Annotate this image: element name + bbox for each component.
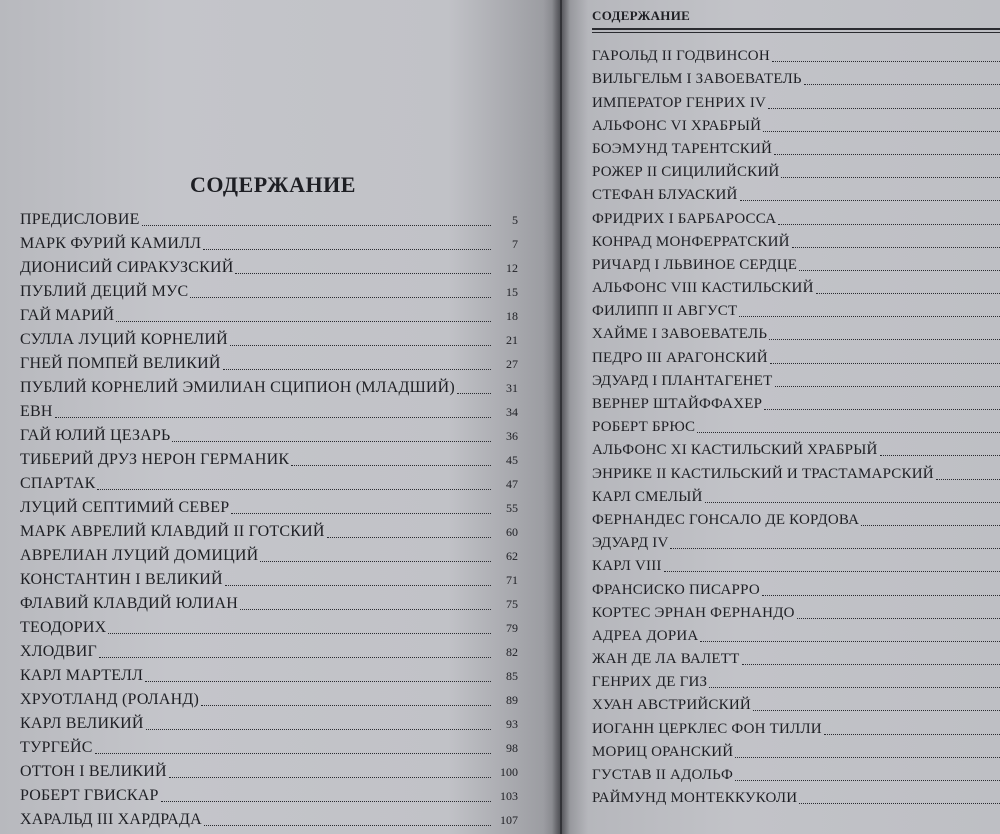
dot-leader [740, 200, 1000, 201]
toc-entry [592, 275, 1000, 298]
dot-leader [762, 595, 1000, 596]
toc-entry [20, 326, 518, 350]
toc-entry [592, 553, 1000, 576]
toc-page-number: 103 [500, 789, 518, 803]
toc-entry [20, 662, 518, 686]
toc-entry-name: ПРЕДИСЛОВИЕ [20, 211, 140, 228]
toc-page-number: 18 [506, 309, 518, 323]
toc-entry-name: АВРЕЛИАН ЛУЦИЙ ДОМИЦИЙ [20, 547, 259, 564]
toc-entry [592, 600, 1000, 623]
toc-page-number: 62 [506, 549, 518, 563]
toc-entry [592, 715, 1000, 738]
toc-entry [20, 446, 518, 470]
toc-page-number: 71 [506, 573, 518, 587]
dot-leader [778, 224, 1000, 225]
toc-page-number: 34 [506, 405, 518, 419]
toc-page-number: 89 [506, 693, 518, 707]
toc-entry-name: КАРЛ МАРТЕЛЛ [20, 667, 144, 684]
dot-leader [169, 777, 491, 778]
dot-leader [709, 687, 1000, 688]
dot-leader [739, 316, 1000, 317]
toc-entry-name: КАРЛ ВЕЛИКИЙ [20, 715, 144, 732]
toc-entry [20, 470, 518, 494]
toc-entry-name: ФИЛИПП II АВГУСТ [592, 303, 738, 320]
toc-entry [592, 391, 1000, 414]
toc-entry-name: ЭДУАРД I ПЛАНТАГЕНЕТ [592, 372, 773, 389]
toc-page-number: 15 [506, 285, 518, 299]
dot-leader [55, 417, 491, 418]
toc-entry [20, 206, 518, 230]
toc-entry-name: ГНЕЙ ПОМПЕЙ ВЕЛИКИЙ [20, 355, 221, 372]
toc-entry-name: РОЖЕР II СИЦИЛИЙСКИЙ [592, 164, 780, 181]
toc-entry-name: КОНСТАНТИН I ВЕЛИКИЙ [20, 571, 223, 588]
toc-entry-name: ГАРОЛЬД II ГОДВИНСОН [592, 48, 770, 65]
dot-leader [95, 753, 491, 754]
toc-page-number: 93 [506, 717, 518, 731]
toc-entry [20, 806, 518, 830]
toc-entry-name: ГУСТАВ II АДОЛЬФ [592, 767, 734, 783]
toc-page-number: 75 [506, 597, 518, 611]
toc-entry-name: БОЭМУНД ТАРЕНТСКИЙ [592, 140, 773, 157]
dot-leader [225, 585, 491, 586]
toc-entry [592, 507, 1000, 530]
toc-entry [20, 686, 518, 710]
toc-entry-name: ГЕНРИХ ДЕ ГИЗ [592, 674, 708, 691]
toc-entry [20, 374, 518, 398]
dot-leader [142, 225, 491, 226]
dot-leader [697, 432, 1000, 433]
toc-entry-name: ЭДУАРД IV [592, 535, 669, 552]
dot-leader [775, 386, 1000, 387]
dot-leader [700, 641, 1000, 642]
dot-leader [201, 705, 491, 706]
running-head: СОДЕРЖАНИЕ [592, 8, 691, 23]
toc-entry [592, 89, 1000, 112]
toc-entry-name: ВЕРНЕР ШТАЙФФАХЕР [592, 396, 763, 412]
toc-entry [20, 710, 518, 734]
toc-entry-name: ОТТОН I ВЕЛИКИЙ [20, 763, 167, 780]
toc-entry [592, 460, 1000, 483]
dot-leader [861, 525, 1000, 526]
toc-entry [592, 484, 1000, 507]
toc-entry-name: ТЕОДОРИХ [20, 619, 107, 636]
dot-leader [770, 363, 1000, 364]
dot-leader [235, 273, 491, 274]
toc-entry [20, 542, 518, 566]
dot-leader [735, 780, 1000, 781]
toc-entry [20, 350, 518, 374]
toc-entry [592, 159, 1000, 182]
dot-leader [145, 681, 491, 682]
toc-entry-name: КАРЛ VIII [592, 558, 662, 575]
dot-leader [108, 633, 491, 634]
toc-entry [20, 254, 518, 278]
toc-entry [20, 302, 518, 326]
toc-entry [20, 782, 518, 806]
toc-entry-name: ТИБЕРИЙ ДРУЗ НЕРОН ГЕРМАНИК [20, 451, 290, 468]
toc-entry [20, 590, 518, 614]
dot-leader [260, 561, 491, 562]
dot-leader [327, 537, 491, 538]
toc-entry-name: СУЛЛА ЛУЦИЙ КОРНЕЛИЙ [20, 331, 228, 348]
toc-entry [592, 182, 1000, 205]
toc-entry-name: ХУАН АВСТРИЙСКИЙ [592, 697, 751, 714]
dot-leader [792, 247, 1000, 248]
toc-entry-name: ПУБЛИЙ КОРНЕЛИЙ ЭМИЛИАН СЦИПИОН (МЛАДШИЙ) [20, 379, 455, 396]
dot-leader [670, 548, 1000, 549]
toc-entry [20, 614, 518, 638]
toc-entry-name: ГАЙ МАРИЙ [20, 307, 115, 324]
toc-entry-name: ДИОНИСИЙ СИРАКУЗСКИЙ [20, 259, 234, 276]
toc-entry-name: ФЛАВИЙ КЛАВДИЙ ЮЛИАН [20, 595, 238, 612]
toc-entry [592, 321, 1000, 344]
toc-entry-name: МОРИЦ ОРАНСКИЙ [592, 743, 734, 760]
dot-leader [705, 502, 1000, 503]
dot-leader [231, 513, 491, 514]
toc-entry [592, 113, 1000, 136]
toc-entry-name: ХЛОДВИГ [20, 643, 97, 660]
toc-entry [592, 576, 1000, 599]
toc-page-number: 27 [506, 357, 518, 371]
toc-entry-name: АЛЬФОНС VI ХРАБРЫЙ [592, 117, 762, 134]
toc-page-number: 45 [506, 453, 518, 467]
dot-leader [781, 177, 1000, 178]
header-rule [592, 28, 1000, 30]
toc-entry [592, 623, 1000, 646]
toc-entry [592, 785, 1000, 808]
dot-leader [99, 657, 491, 658]
toc-page-number: 12 [506, 261, 518, 275]
toc-page-number: 107 [500, 813, 518, 827]
toc-entry-name: СПАРТАК [20, 475, 96, 492]
toc-entry [20, 278, 518, 302]
toc-entry [20, 230, 518, 254]
dot-leader [230, 345, 491, 346]
toc-entry-name: КОРТЕС ЭРНАН ФЕРНАНДО [592, 604, 795, 621]
dot-leader [774, 154, 1000, 155]
dot-leader [161, 801, 491, 802]
dot-leader [753, 710, 1000, 711]
dot-leader [97, 489, 491, 490]
toc-entry [592, 368, 1000, 391]
dot-leader [240, 609, 491, 610]
toc-entry [20, 566, 518, 590]
dot-leader [880, 455, 1000, 456]
dot-leader [146, 729, 491, 730]
toc-entry-name: РИЧАРД I ЛЬВИНОЕ СЕРДЦЕ [592, 256, 798, 273]
toc-entry [592, 298, 1000, 321]
dot-leader [797, 618, 1000, 619]
toc-entry-name: АЛЬФОНС VIII КАСТИЛЬСКИЙ [592, 280, 814, 297]
toc-page-number: 100 [500, 765, 518, 779]
toc-entry [20, 398, 518, 422]
toc-entry-name: ХАЙМЕ I ЗАВОЕВАТЕЛЬ [592, 326, 768, 343]
dot-leader [769, 339, 1000, 340]
dot-leader [764, 409, 1000, 410]
toc-list-right [592, 43, 1000, 808]
dot-leader [763, 131, 1000, 132]
toc-entry [20, 638, 518, 662]
toc-entry [592, 739, 1000, 762]
header-rule-thin [592, 32, 1000, 33]
toc-page-number: 21 [506, 333, 518, 347]
toc-entry-name: ФЕРНАНДЕС ГОНСАЛО ДЕ КОРДОВА [592, 511, 860, 528]
toc-entry-name: ИОГАНН ЦЕРКЛЕС ФОН ТИЛЛИ [592, 720, 822, 737]
book-gutter [552, 0, 570, 834]
dot-leader [172, 441, 491, 442]
dot-leader [204, 825, 491, 826]
dot-leader [799, 803, 1000, 804]
toc-entry [592, 229, 1000, 252]
toc-page-number: 85 [506, 669, 518, 683]
toc-entry-name: ГАЙ ЮЛИЙ ЦЕЗАРЬ [20, 427, 171, 444]
toc-entry [20, 758, 518, 782]
toc-entry-name: ИМПЕРАТОР ГЕНРИХ IV [592, 94, 767, 111]
dot-leader [735, 757, 1000, 758]
dot-leader [936, 479, 1000, 480]
page-title: СОДЕРЖАНИЕ [190, 172, 356, 197]
dot-leader [816, 293, 1000, 294]
toc-entry-name: АДРЕА ДОРИА [592, 627, 699, 644]
toc-entry-name: СТЕФАН БЛУАСКИЙ [592, 187, 738, 204]
dot-leader [203, 249, 491, 250]
dot-leader [664, 571, 1000, 572]
toc-entry [592, 252, 1000, 275]
toc-page-number: 7 [512, 237, 518, 251]
dot-leader [768, 108, 1000, 109]
toc-entry [592, 669, 1000, 692]
toc-entry-name: РОБЕРТ БРЮС [592, 419, 696, 436]
toc-entry-name: ХРУОТЛАНД (РОЛАНД) [20, 691, 199, 708]
toc-entry [20, 494, 518, 518]
toc-entry [592, 646, 1000, 669]
toc-entry-name: ЭНРИКЕ II КАСТИЛЬСКИЙ И ТРАСТАМАРСКИЙ [592, 465, 934, 482]
toc-page-number: 5 [512, 213, 518, 227]
toc-entry-name: КАРЛ СМЕЛЫЙ [592, 488, 703, 505]
toc-entry [592, 530, 1000, 553]
toc-page-number: 47 [506, 477, 518, 491]
toc-page-number: 55 [506, 501, 518, 515]
toc-entry [20, 518, 518, 542]
toc-entry [592, 43, 1000, 66]
toc-entry [592, 414, 1000, 437]
toc-entry [592, 437, 1000, 460]
toc-entry-name: РАЙМУНД МОНТЕККУКОЛИ [592, 790, 798, 807]
toc-entry-name: ФРАНСИСКО ПИСАРРО [592, 581, 760, 598]
toc-entry-name: КОНРАД МОНФЕРРАТСКИЙ [592, 233, 790, 250]
toc-entry-name: МАРК ФУРИЙ КАМИЛЛ [20, 235, 202, 252]
toc-entry-name: ЖАН ДЕ ЛА ВАЛЕТТ [592, 651, 740, 668]
toc-entry-name: ТУРГЕЙС [20, 739, 93, 756]
dot-leader [291, 465, 491, 466]
dot-leader [116, 321, 491, 322]
toc-entry [592, 692, 1000, 715]
dot-leader [457, 393, 491, 394]
toc-entry [592, 136, 1000, 159]
dot-leader [772, 61, 1000, 62]
toc-entry-name: ФРИДРИХ I БАРБАРОССА [592, 210, 777, 227]
toc-entry-name: ВИЛЬГЕЛЬМ I ЗАВОЕВАТЕЛЬ [592, 71, 802, 88]
toc-entry-name: МАРК АВРЕЛИЙ КЛАВДИЙ II ГОТСКИЙ [20, 523, 325, 540]
toc-entry [20, 734, 518, 758]
toc-page-number: 60 [506, 525, 518, 539]
toc-entry [592, 66, 1000, 89]
toc-entry [592, 344, 1000, 367]
toc-page-number: 98 [506, 741, 518, 755]
toc-entry-name: ПУБЛИЙ ДЕЦИЙ МУС [20, 283, 189, 300]
toc-page-number: 36 [506, 429, 518, 443]
toc-entry [592, 762, 1000, 785]
toc-entry-name: РОБЕРТ ГВИСКАР [20, 787, 159, 804]
toc-entry [20, 422, 518, 446]
toc-entry-name: ЛУЦИЙ СЕПТИМИЙ СЕВЕР [20, 499, 230, 516]
dot-leader [824, 734, 1000, 735]
toc-list-left [20, 206, 518, 830]
dot-leader [190, 297, 491, 298]
toc-entry-name: ЕВН [20, 403, 53, 420]
toc-page-number: 79 [506, 621, 518, 635]
toc-page-number: 82 [506, 645, 518, 659]
toc-entry-name: ХАРАЛЬД III ХАРДРАДА [20, 811, 202, 828]
dot-leader [804, 84, 1000, 85]
toc-entry-name: АЛЬФОНС XI КАСТИЛЬСКИЙ ХРАБРЫЙ [592, 442, 878, 459]
toc-entry [592, 205, 1000, 228]
dot-leader [799, 270, 1000, 271]
toc-entry-name: ПЕДРО III АРАГОНСКИЙ [592, 349, 768, 366]
dot-leader [223, 369, 491, 370]
dot-leader [742, 664, 1000, 665]
toc-page-number: 31 [506, 381, 518, 395]
